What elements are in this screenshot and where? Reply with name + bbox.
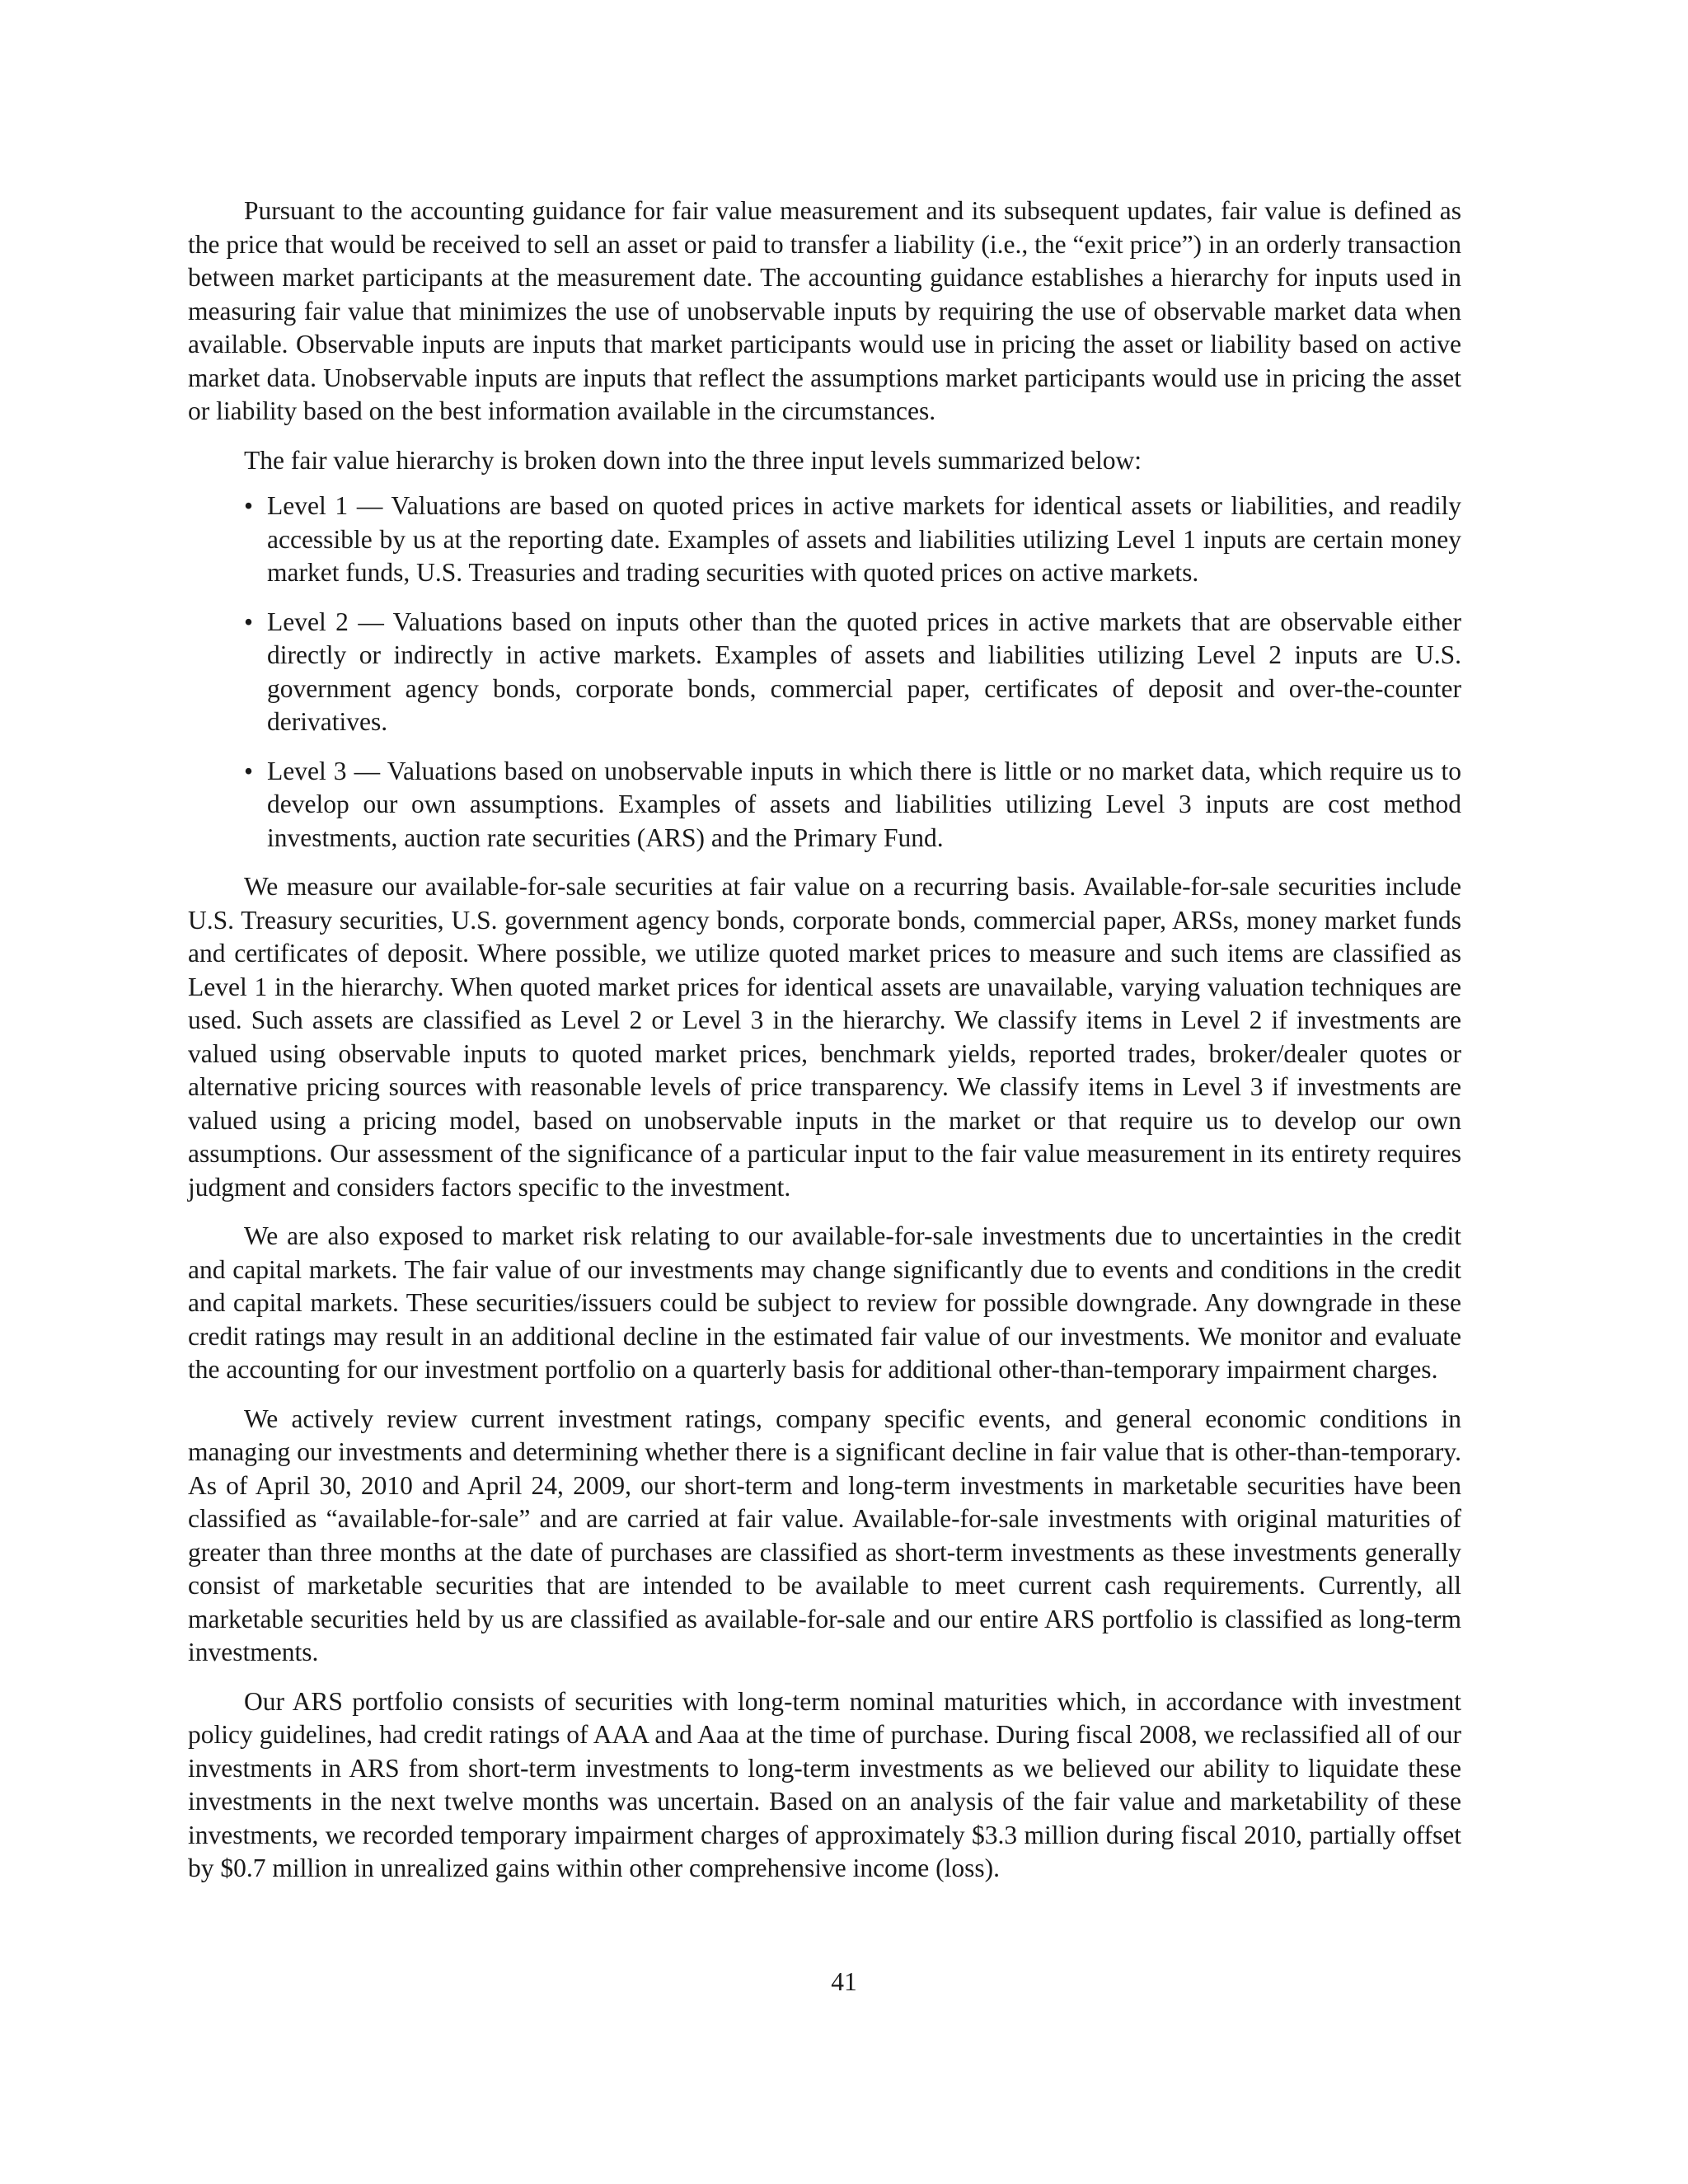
available-for-sale-measurement-paragraph: We measure our available-for-sale securities at fair value on a recurring basis. Available-for-sale securities include U.S. Treasury securities, U.S. government agency bonds, corporate bonds, commercial paper, ARSs, money market funds and certificates of deposit. Where possible, we utilize quoted market prices to measure and such items are classified as Level 1 in the hierarchy. When quoted market prices for identical assets are unavailable, varying valuation techniques are used. Such assets are classified as Level 2 or Level 3 in the hierarchy. We classify items in Level 2 if investments are valued using observable inputs to quoted market prices, benchmark yields, reported trades, broker/dealer quotes or alternative pricing sources with reasonable levels of price transparency. We classify items in Level 3 if investments are valued using a pricing model, based on unobservable inputs in the market or that require us to develop our own assumptions. Our assessment of the significance of a particular input to the fair value measurement in its entirety requires judgment and considers factors specific to the investment. <box>188 872 1461 1202</box>
page-number: 41 <box>831 1967 857 1996</box>
level-3-text: Level 3 — Valuations based on unobservable inputs in which there is little or no market data, which require us to develop our own assumptions. Examples of assets and liabilities utilizing Level 3 inputs are cost method investments, auction rate securities (ARS) and the Primary Fund. <box>267 756 1461 852</box>
level-2-text: Level 2 — Valuations based on inputs other than the quoted prices in active markets that are observable either directly or indirectly in active markets. Examples of assets and liabilities utilizing Level 2 inputs are U.S. government agency bonds, corporate bonds, commercial paper, certificates of deposit and over-the-counter derivatives. <box>267 607 1461 736</box>
investment-review-paragraph: We actively review current investment ratings, company specific events, and general economic conditions in managing our investments and determining whether there is a significant decline in fair value that is other-than-temporary. As of April 30, 2010 and April 24, 2009, our short-term and long-term investments in marketable securities have been classified as “available-for-sale” and are carried at fair value. Available-for-sale investments with original maturities of greater than three months at the date of purchases are classified as short-term investments as these investments generally consist of marketable securities that are intended to be available to meet current cash requirements. Currently, all marketable securities held by us are classified as available-for-sale and our entire ARS portfolio is classified as long-term investments. <box>188 1404 1461 1666</box>
level-1-text: Level 1 — Valuations are based on quoted prices in active markets for identical assets or liabilities, and readily accessible by us at the reporting date. Examples of assets and liabilities utilizing Level 1 inputs are certain money market funds, U.S. Treasuries and trading securities with quoted prices on active markets. <box>267 491 1461 587</box>
fair-value-definition-paragraph: Pursuant to the accounting guidance for fair value measurement and its subsequent updates, fair value is defined as the price that would be received to sell an asset or paid to transfer a liability (i.e., the “exit price”) in an orderly transaction between market participants at the measurement date. The accounting guidance establishes a hierarchy for inputs used in measuring fair value that minimizes the use of unobservable inputs by requiring the use of observable market data when available. Observable inputs are inputs that market participants would use in pricing the asset or liability based on active market data. Unobservable inputs are inputs that reflect the assumptions market participants would use in pricing the asset or liability based on the best information available in the circumstances. <box>188 196 1461 425</box>
bullet-marker: • <box>244 756 254 785</box>
list-item-level-3 <box>188 755 1461 855</box>
bullet-marker: • <box>244 607 254 636</box>
market-risk-paragraph: We are also exposed to market risk relating to our available-for-sale investments due to uncertainties in the credit and capital markets. The fair value of our investments may change significantly due to events and conditions in the credit and capital markets. These securities/issuers could be subject to review for possible downgrade. Any downgrade in these credit ratings may result in an additional decline in the estimated fair value of our investments. We monitor and evaluate the accounting for our investment portfolio on a quarterly basis for additional other-than-temporary impairment charges. <box>188 1221 1461 1384</box>
bullet-marker: • <box>244 491 254 520</box>
ars-portfolio-paragraph: Our ARS portfolio consists of securities with long-term nominal maturities which, in accordance with investment policy guidelines, had credit ratings of AAA and Aaa at the time of purchase. During fiscal 2008, we reclassified all of our investments in ARS from short-term investments to long-term investments as we believed our ability to liquidate these investments in the next twelve months was uncertain. Based on an analysis of the fair value and marketability of these investments, we recorded temporary impairment charges of approximately $3.3 million during fiscal 2010, partially offset by $0.7 million in unrealized gains within other comprehensive income (loss). <box>188 1686 1461 1882</box>
list-item-level-2 <box>188 606 1461 739</box>
hierarchy-intro-paragraph: The fair value hierarchy is broken down into the three input levels summarized below: <box>244 445 1142 475</box>
list-item-level-1 <box>188 490 1461 590</box>
document-body <box>188 194 1461 1901</box>
input-levels-list <box>188 490 1461 855</box>
